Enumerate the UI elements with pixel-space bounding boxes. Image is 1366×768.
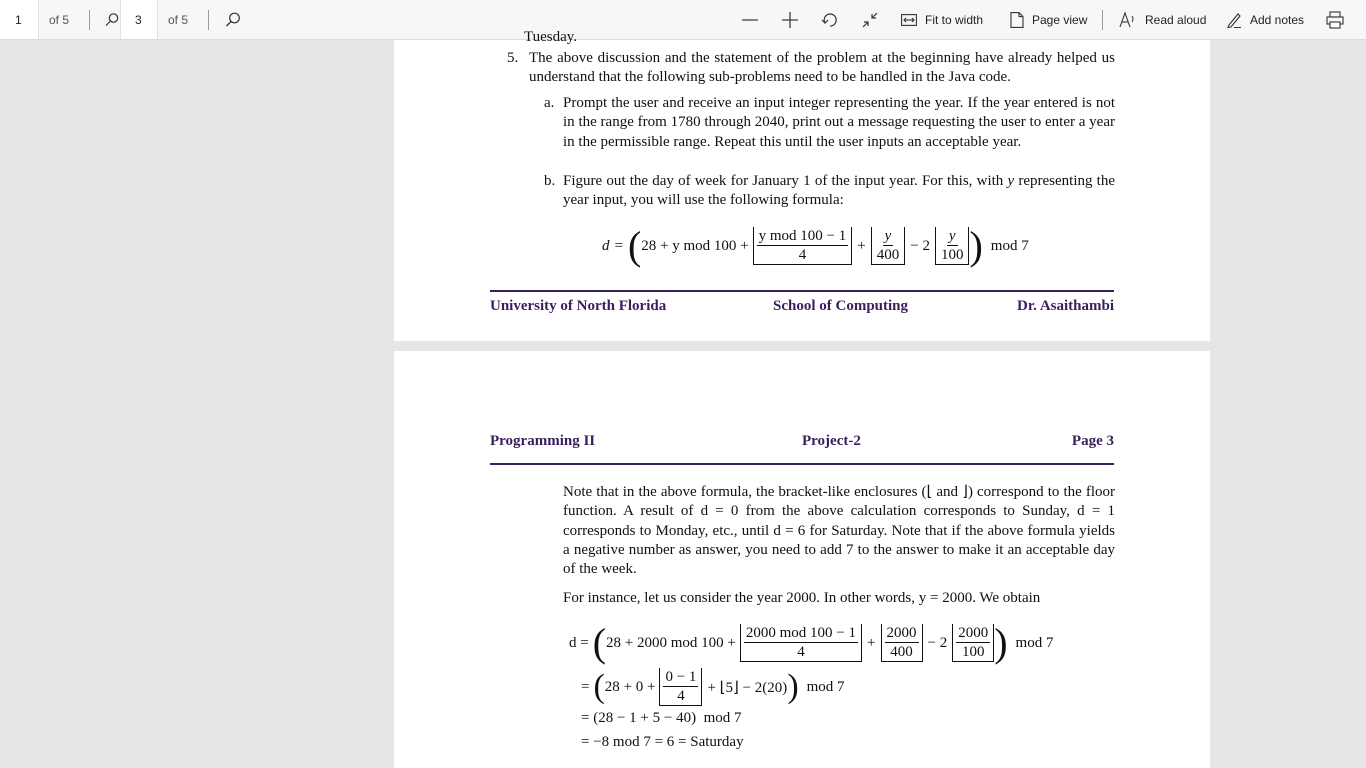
add-notes-label: Add notes: [1250, 12, 1305, 27]
frac2-numerator: y: [884, 228, 892, 244]
example-part: 28 + 2000 mod 100 +: [606, 634, 736, 651]
formula-mod7: mod 7: [990, 237, 1029, 254]
example-line-4: = −8 mod 7 = 6 = Saturday: [581, 734, 744, 750]
formula-equals: =: [614, 237, 623, 254]
ex-frac1-num: 2000 mod 100 − 1: [745, 625, 857, 641]
search-page-value: 3: [135, 12, 142, 27]
floor-b: [881, 624, 923, 662]
floor-c: [952, 624, 994, 662]
item-a-label: a.: [544, 95, 555, 111]
frac2-denominator: 400: [876, 247, 900, 263]
header-left: Programming II: [490, 433, 596, 449]
read-aloud-label: Read aloud: [1145, 12, 1207, 27]
zoom-out-icon[interactable]: [739, 9, 761, 31]
toolbar-divider: [208, 10, 209, 30]
page-view-icon: [1010, 12, 1024, 28]
page-number-value: 1: [15, 12, 22, 27]
floor-1: [753, 227, 853, 265]
footer-center: School of Computing: [773, 298, 909, 314]
read-aloud-icon: [1119, 12, 1137, 28]
ex-frac1-den: 4: [797, 644, 805, 660]
item-a-text: Prompt the user and receive an input integer representing the year. If the year entered is not in the range from 1780 through 2040, print out a message requesting the user to enter a year in the permissible range. Repeat this until the user inputs an acceptable year.: [563, 95, 1115, 150]
page-view-button[interactable]: [1010, 0, 1087, 39]
toolbar-divider: [89, 10, 90, 30]
example-plus: +: [867, 634, 876, 651]
line2-part: 28 + 0 +: [604, 678, 656, 695]
read-aloud-button[interactable]: [1119, 0, 1206, 39]
search-icon[interactable]: [222, 9, 244, 31]
example-intro: For instance, let us consider the year 2000. In other words, y = 2000. We obtain: [563, 590, 1041, 606]
ex-frac3-den: 100: [961, 644, 985, 660]
floor-3: [935, 227, 970, 265]
left-paren: (: [627, 223, 642, 268]
line2-frac-num: 0 − 1: [665, 669, 697, 685]
day-of-week-formula: [602, 224, 1102, 268]
ex-frac2-den: 400: [890, 644, 913, 660]
item-5-number: 5.: [507, 50, 519, 66]
ex-frac2-num: 2000: [886, 625, 917, 641]
frac1-denominator: 4: [798, 247, 807, 263]
floor-2: [871, 227, 906, 265]
pdf-toolbar: [0, 0, 1366, 40]
header-center: Project-2: [802, 433, 861, 449]
collapse-icon[interactable]: [859, 9, 881, 31]
formula-part1: 28 + y mod 100 +: [641, 237, 749, 254]
footer-left: University of North Florida: [490, 298, 667, 314]
formula-lhs: d: [602, 237, 610, 254]
line2-equals: =: [581, 678, 590, 695]
note-paragraph: Note that in the above formula, the bracket-like enclosures (⌊ and ⌋) correspond to the floor function. A result of d = 0 from the above calculation corresponds to Sunday, d = 1 corresponds to Monday, etc., until d = 6 for Saturday. Note that if the above formula yields a negative number as answer, you need to add 7 to the answer to make it an acceptable day of the week.: [563, 484, 1115, 578]
item-b-variable: y: [1007, 173, 1015, 189]
fit-to-width-label: Fit to width: [925, 12, 984, 27]
left-paren: (: [592, 620, 607, 665]
right-paren: ): [994, 620, 1008, 665]
fit-to-width-button[interactable]: [901, 0, 983, 39]
item-b-text: [563, 172, 1115, 211]
footer-rule: [490, 290, 1114, 292]
formula-minus-two: − 2: [910, 237, 930, 254]
print-icon[interactable]: [1324, 9, 1346, 31]
example-line-3: = (28 − 1 + 5 − 40) mod 7: [581, 710, 742, 726]
header-rule: [490, 463, 1114, 465]
frac3-denominator: 100: [940, 247, 964, 263]
floor-d: [659, 668, 702, 706]
example-minus: − 2: [927, 634, 948, 651]
left-paren: (: [593, 668, 605, 705]
line2-rest: + ⌊5⌋ − 2(20): [707, 679, 788, 696]
line2-frac-den: 4: [677, 688, 685, 704]
right-paren: ): [969, 223, 983, 268]
example-line-2: [581, 667, 845, 707]
ex-frac3-num: 2000: [958, 625, 989, 641]
toolbar-divider: [1102, 10, 1103, 30]
header-right: Page 3: [1071, 433, 1114, 449]
item-b-text-part1: Figure out the day of week for January 1 of the input year. For this, with: [563, 173, 1004, 189]
rotate-icon[interactable]: [819, 9, 841, 31]
frac1-numerator: y mod 100 − 1: [758, 228, 847, 244]
frac3-numerator: y: [948, 228, 956, 244]
page-view-label: Page view: [1032, 12, 1088, 27]
cut-off-text: [524, 28, 578, 45]
page-number-input[interactable]: [0, 0, 39, 39]
right-paren: ): [787, 668, 799, 705]
pdf-page-2: [394, 29, 1210, 341]
fit-width-icon: [901, 13, 917, 27]
formula-plus: +: [857, 237, 866, 254]
pen-icon: [1226, 12, 1242, 28]
item-b-text-part2: representing the year input, you will use the following formula:: [563, 173, 1116, 209]
search-page-input[interactable]: [120, 0, 158, 39]
search-page-total: of 5: [168, 13, 189, 27]
line2-mod: mod 7: [806, 678, 845, 695]
floor-a: [740, 624, 862, 662]
add-notes-button[interactable]: [1226, 0, 1304, 39]
example-line-1: [569, 619, 1053, 667]
cut-off-word: Tuesday.: [524, 29, 578, 45]
footer-right: Dr. Asaithambi: [1017, 298, 1114, 314]
example-mod: mod 7: [1015, 634, 1054, 651]
example-lhs: d =: [569, 634, 589, 651]
page-total-label: of 5: [49, 13, 70, 27]
item-b-label: b.: [544, 173, 556, 189]
pdf-page-3: [394, 351, 1210, 768]
item-5-text: The above discussion and the statement of the problem at the beginning have already helped us understand that the following sub-problems need to be handled in the Java code.: [529, 50, 1115, 86]
zoom-in-icon[interactable]: [779, 9, 801, 31]
